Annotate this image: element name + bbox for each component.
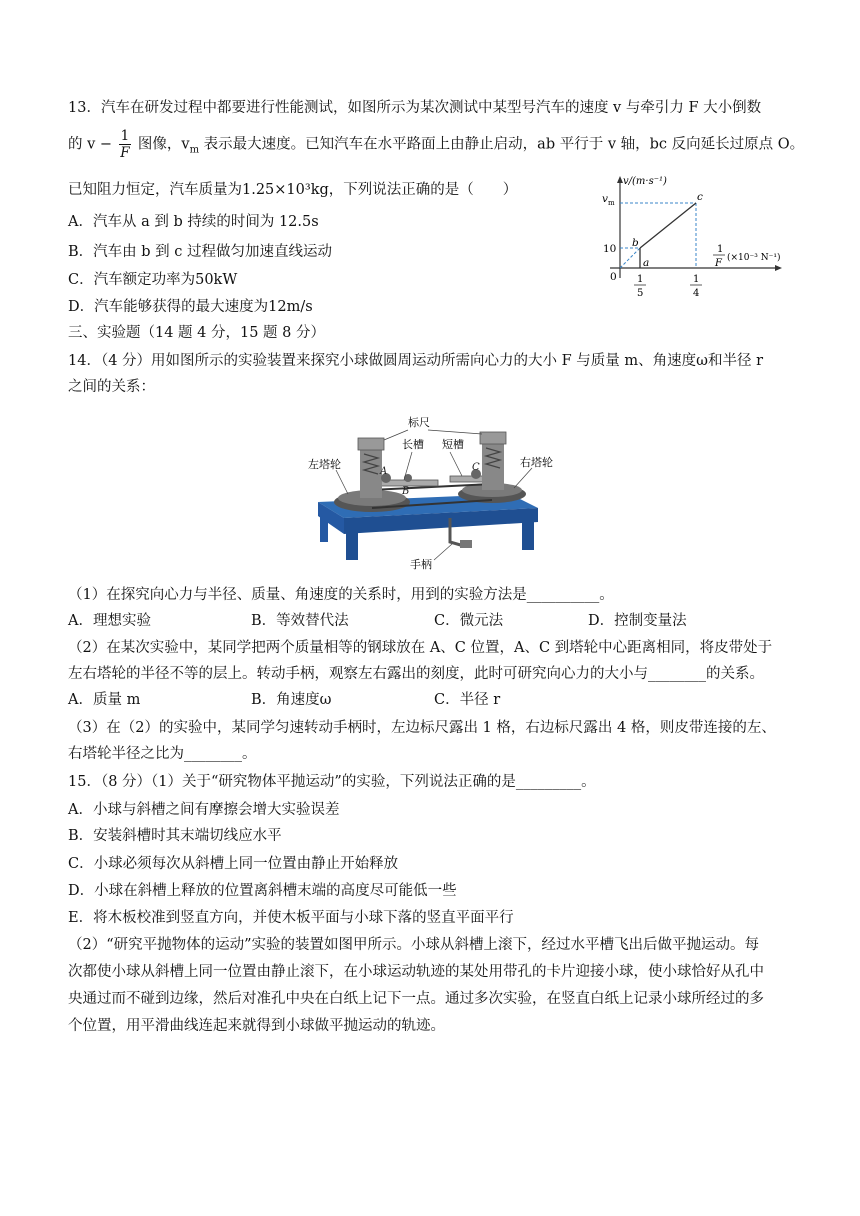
leader-ruler-right: [428, 430, 482, 434]
q13-frac-num: 1: [120, 128, 130, 144]
graph-point-c: c: [697, 191, 703, 203]
q14-sub1-option-a: A．理想实验: [68, 613, 151, 629]
leader-left-wheel: [336, 470, 348, 494]
left-ruler-cap: [358, 438, 384, 450]
q13-stem-line1: 13．汽车在研发过程中都要进行性能测试，如图所示为某次测试中某型号汽车的速度 v 与牵引力 F 大小倒数: [68, 100, 762, 116]
label-pos-c: C: [472, 462, 480, 473]
graph-y-vm-sub: m: [608, 199, 615, 207]
graph-y-label: v/(m·s⁻¹): [623, 176, 667, 187]
graph-x-tick1-num: 1: [637, 274, 644, 285]
q15-sub2-line3: 央通过而不碰到边缘，然后对准孔中央在白纸上记下一点。通过多次实验，在竖直白纸上记录小球所经过的多: [68, 991, 764, 1007]
q13-stem-line3: 已知阻力恒定，汽车质量为1.25×10³kg，下列说法正确的是（ ）: [68, 182, 518, 198]
q14-sub2-line1: （2）在某次实验中，某同学把两个质量相等的钢球放在 A、C 位置，A、C 到塔轮中心距离相同，将皮带处于: [68, 640, 773, 656]
q14-sub2-option-c: C．半径 r: [434, 692, 501, 708]
label-long-groove: 长槽: [402, 438, 424, 451]
table-leg-front-left: [346, 530, 358, 560]
label-ruler: 标尺: [408, 416, 430, 429]
label-right-wheel: 右塔轮: [520, 456, 553, 469]
graph-point-a: a: [643, 257, 650, 269]
graph-y-10: 10: [603, 243, 617, 255]
leader-handle: [434, 544, 452, 560]
graph-origin: 0: [610, 271, 617, 283]
right-column: [482, 440, 504, 490]
q14-apparatus-figure: [300, 410, 570, 575]
q14-sub3-line1: （3）在（2）的实验中，某同学匀速转动手柄时，左边标尺露出 1 格，右边标尺露出 4 格，则皮带连接的左、: [68, 720, 776, 736]
graph-point-b: b: [632, 237, 639, 249]
graph-x-label-num: 1: [717, 244, 724, 255]
label-handle: 手柄: [410, 558, 432, 571]
q14-sub2-option-b: B．角速度ω: [251, 692, 332, 708]
q13-option-d: D．汽车能够获得的最大速度为12m/s: [68, 299, 313, 315]
section-3-heading: 三、实验题（14 题 4 分，15 题 8 分）: [68, 325, 326, 341]
q15-stem-line1: 15．（8 分）（1）关于“研究物体平抛运动”的实验，下列说法正确的是_________。: [68, 774, 596, 790]
q13-option-c: C．汽车额定功率为50kW: [68, 272, 238, 288]
q13-option-a: A．汽车从 a 到 b 持续的时间为 12.5s: [68, 214, 319, 230]
graph-x-tick2-den: 4: [693, 288, 700, 299]
graph-x-tick2-num: 1: [693, 274, 700, 285]
q13-v-minus: 的 v −: [68, 136, 113, 153]
q14-sub1: （1）在探究向心力与半径、质量、角速度的关系时，用到的实验方法是__________。: [68, 587, 614, 603]
q15-option-e: E．将木板校准到竖直方向，并使木板平面与小球下落的竖直平面平行: [68, 910, 514, 926]
table-leg-front-right: [522, 518, 534, 550]
q13-fraction: [119, 128, 132, 161]
graph-dash-origin-b: [620, 248, 640, 268]
graph-x-arrow: [775, 265, 782, 271]
q14-sub1-option-d: D．控制变量法: [588, 613, 687, 629]
q13-stem-line2: [68, 128, 804, 161]
q13-frac-den: F: [120, 145, 130, 161]
q14-sub2-line2: 左右塔轮的半径不等的层上。转动手柄，观察左右露出的刻度，此时可研究向心力的大小与________的关系。: [68, 666, 764, 682]
q13-option-b: B．汽车由 b 到 c 过程做匀加速直线运动: [68, 244, 332, 260]
q14-sub3-line2: 右塔轮半径之比为________。: [68, 746, 257, 762]
q15-option-c: C．小球必须每次从斜槽上同一位置由静止开始释放: [68, 856, 399, 872]
leader-right-wheel: [514, 468, 532, 488]
label-pos-a: A: [380, 466, 388, 477]
q13-graph: [596, 172, 796, 310]
q14-sub1-option-c: C．微元法: [434, 613, 504, 629]
q15-option-b: B．安装斜槽时其末端切线应水平: [68, 828, 282, 844]
graph-segment-bc: [640, 203, 696, 248]
q14-sub2-option-a: A．质量 m: [68, 692, 141, 708]
q13-line2-post: 图像，v: [137, 136, 190, 153]
graph-x-unit: (×10⁻³ N⁻¹): [727, 253, 781, 263]
graph-x-tick1-den: 5: [637, 288, 644, 299]
q15-sub2-line4: 个位置，用平滑曲线连起来就得到小球做平抛运动的轨迹。: [68, 1018, 445, 1034]
q13-line2-rest: 表示最大速度。已知汽车在水平路面上由静止启动，ab 平行于 v 轴，bc 反向延长过原点 O。: [199, 136, 805, 153]
table-leg-back-left: [320, 514, 328, 542]
q14-stem-line2: 之间的关系：: [68, 379, 155, 395]
label-short-groove: 短槽: [442, 438, 464, 451]
graph-x-label-den: F: [715, 258, 722, 269]
q15-option-a: A．小球与斜槽之间有摩擦会增大实验误差: [68, 802, 340, 818]
graph-y-vm: v: [602, 193, 608, 205]
q15-sub2-line2: 次都使小球从斜槽上同一位置由静止滚下，在小球运动轨迹的某处用带孔的卡片迎接小球，使小球恰好从孔中: [68, 964, 764, 980]
q15-sub2-line1: （2）“研究平抛物体的运动”实验的装置如图甲所示。小球从斜槽上滚下，经过水平槽飞出后做平抛运动。每: [68, 937, 760, 953]
leader-short: [450, 452, 462, 476]
q15-option-d: D．小球在斜槽上释放的位置离斜槽末端的高度尽可能低一些: [68, 883, 457, 899]
label-pos-b: B: [402, 486, 410, 497]
q14-stem-line1: 14．（4 分）用如图所示的实验装置来探究小球做圆周运动所需向心力的大小 F 与质量 m、角速度ω和半径 r: [68, 353, 764, 369]
right-ruler-cap: [480, 432, 506, 444]
q13-vm-sub: m: [189, 144, 200, 156]
q14-sub1-option-b: B．等效替代法: [251, 613, 349, 629]
label-left-wheel: 左塔轮: [308, 458, 341, 471]
handle-grip: [460, 540, 472, 548]
